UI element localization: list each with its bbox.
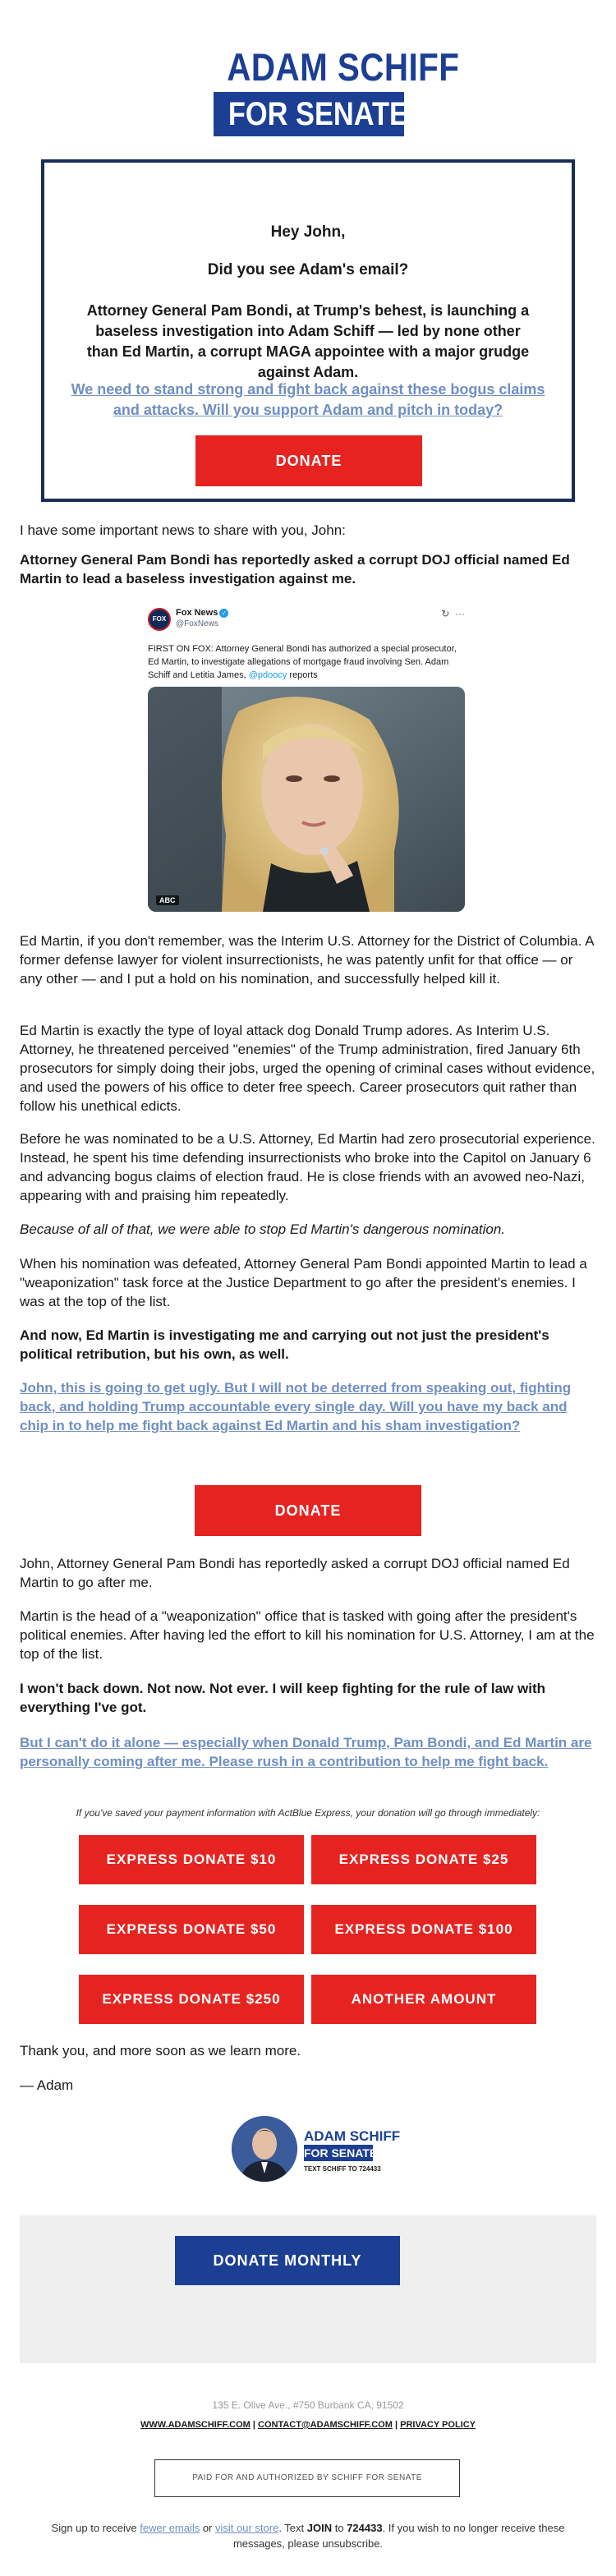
contact-link[interactable]: CONTACT@ADAMSCHIFF.COM: [258, 2420, 393, 2430]
paid-for-disclaimer: PAID FOR AND AUTHORIZED BY SCHIFF FOR SENATE: [154, 2459, 460, 2497]
box-lead: Attorney General Pam Bondi, at Trump's behest, is launching a baseless investigation into Adam Schiff — led by none other than Ed Martin, a corrupt MAGA appointee with a major grudge against Adam.: [86, 302, 530, 380]
store-link[interactable]: visit our store: [215, 2522, 279, 2534]
another-amount-button[interactable]: ANOTHER AMOUNT: [311, 1975, 536, 2024]
express-donate-25-button[interactable]: EXPRESS DONATE $25: [311, 1835, 536, 1884]
logo-line2: FOR SENATE: [214, 92, 404, 136]
paragraph-thank-you: Thank you, and more soon as we learn more.: [20, 2043, 301, 2058]
tweet-mention[interactable]: @pdoocy: [248, 670, 287, 680]
header-logo[interactable]: [214, 45, 460, 136]
photo-credit-tag: ABC: [156, 895, 179, 905]
tweet-photo: [148, 687, 465, 912]
paragraph-attack-dog: Ed Martin is exactly the type of loyal attack dog Donald Trump adores. As Interim U.S. Attorney, he threatened perceived "enemies" of the Trump administration, fired January 6th prosecutors for simply doing their jobs, urged the opening of criminal cases without evidence, and used the powers of his office to deter free speech. Career prosecutors quit rather than follow his unethical edicts.: [20, 1023, 595, 1114]
intro-text: I have some important news to share with you, John:: [20, 522, 346, 538]
tweet-author: Fox News ✓: [176, 608, 228, 618]
donate-link-2[interactable]: But I can't do it alone — especially when Donald Trump, Pam Bondi, and Ed Martin are personally coming after me. Please rush in a contribution to help me fight back.: [20, 1735, 592, 1769]
box-greeting: Hey John,: [270, 223, 346, 241]
express-note: If you've saved your payment information with ActBlue Express, your donation will go through immediately:: [76, 1807, 540, 1819]
box-donate-button[interactable]: DONATE: [195, 435, 422, 486]
portrait-photo: [148, 687, 465, 912]
express-donate-250-button[interactable]: EXPRESS DONATE $250: [79, 1975, 304, 2024]
paragraph-weaponization: When his nomination was defeated, Attorney General Pam Bondi appointed Martin to lead a "weaponization" task force at the Justice Department to go after the president's enemies. I was at the top of the list.: [20, 1256, 587, 1309]
signature-logo[interactable]: [232, 2116, 401, 2185]
sig-logo-line3: TEXT SCHIFF TO 724433: [304, 2165, 381, 2173]
headline-text: Attorney General Pam Bondi has reportedly asked a corrupt DOJ official named Ed Martin to lead a baseless investigation against me.: [20, 552, 570, 586]
donate-link-1[interactable]: John, this is going to get ugly. But I will not be deterred from speaking out, fighting back, and holding Trump accountable every single day. Will you have my back and chip in to help me fight back against Ed Martin and his sham investigation?: [20, 1380, 572, 1433]
tweet-tools: [441, 608, 465, 619]
tweet-card[interactable]: [148, 601, 465, 913]
sig-logo-line2: FOR SENATE: [304, 2146, 378, 2160]
fox-news-avatar: FOX: [148, 608, 171, 631]
fewer-emails-link[interactable]: fewer emails: [140, 2522, 200, 2534]
sig-logo-line1: ADAM SCHIFF: [304, 2128, 401, 2144]
verified-icon: ✓: [219, 609, 228, 618]
refresh-icon: ↻: [441, 608, 450, 619]
express-donate-100-button[interactable]: EXPRESS DONATE $100: [311, 1905, 536, 1954]
footer-signup-text: Sign up to receive fewer emails or visit our store. Text JOIN to 724433. If you wish to no longer receive these messages, please unsubscribe.: [51, 2522, 565, 2550]
footer-links: WWW.ADAMSCHIFF.COM | CONTACT@ADAMSCHIFF.COM | PRIVACY POLICY: [140, 2420, 476, 2430]
more-icon: ···: [455, 608, 465, 619]
express-donate-50-button[interactable]: EXPRESS DONATE $50: [79, 1905, 304, 1954]
paragraph-no-experience: Before he was nominated to be a U.S. Attorney, Ed Martin had zero prosecutorial experience. Instead, he spent his time defending insurrectionists who broke into the Capitol on January 6 and advancing bogus claims of election fraud. He is close friends with an avowed neo-Nazi, appearing with and praising him repeatedly.: [20, 1131, 595, 1203]
callout-box: [41, 159, 575, 502]
footer-address: 135 E. Olive Ave., #750 Burbank CA, 91502: [212, 2399, 404, 2411]
paragraph-go-after: John, Attorney General Pam Bondi has reportedly asked a corrupt DOJ official named Ed Martin to go after me.: [20, 1556, 570, 1590]
paragraph-stopped: Because of all of that, we were able to stop Ed Martin's dangerous nomination.: [20, 1221, 506, 1237]
paragraph-martin-background: Ed Martin, if you don't remember, was the Interim U.S. Attorney for the District of Columbia. A former defense lawyer for violent insurrectionists, he was patently unfit for that office — or any other — and I put a hold on his nomination, and successfully helped kill it.: [20, 933, 594, 987]
box-donate-link[interactable]: We need to stand strong and fight back against these bogus claims and attacks. Will you support Adam and pitch in today?: [71, 381, 545, 418]
paragraph-wont-back-down: I won't back down. Not now. Not ever. I will keep fighting for the rule of law with everything I've got.: [20, 1681, 545, 1715]
website-link[interactable]: WWW.ADAMSCHIFF.COM: [140, 2420, 251, 2430]
privacy-policy-link[interactable]: PRIVACY POLICY: [400, 2420, 476, 2430]
tweet-handle: @FoxNews: [176, 619, 218, 628]
signature-text: — Adam: [20, 2077, 74, 2093]
box-question: Did you see Adam's email?: [207, 261, 409, 278]
tweet-text: FIRST ON FOX: Attorney General Bondi has authorized a special prosecutor, Ed Martin, to investigate allegations of mortgage fraud involving Sen. Adam Schiff and Letitia James, @pdoocy reports: [148, 644, 457, 680]
donate-monthly-button[interactable]: DONATE MONTHLY: [175, 2236, 400, 2285]
adam-schiff-avatar: [232, 2116, 297, 2182]
paragraph-investigating: And now, Ed Martin is investigating me and carrying out not just the president's political retribution, but his own, as well.: [20, 1327, 549, 1362]
express-donate-10-button[interactable]: EXPRESS DONATE $10: [79, 1835, 304, 1884]
donate-button-2[interactable]: DONATE: [195, 1485, 421, 1536]
paragraph-head-office: Martin is the head of a "weaponization" office that is tasked with going after the president's political enemies. After having led the effort to kill his nomination for U.S. Attorney, I am at the top of the list.: [20, 1608, 595, 1662]
logo-line1: ADAM SCHIFF: [227, 45, 460, 89]
